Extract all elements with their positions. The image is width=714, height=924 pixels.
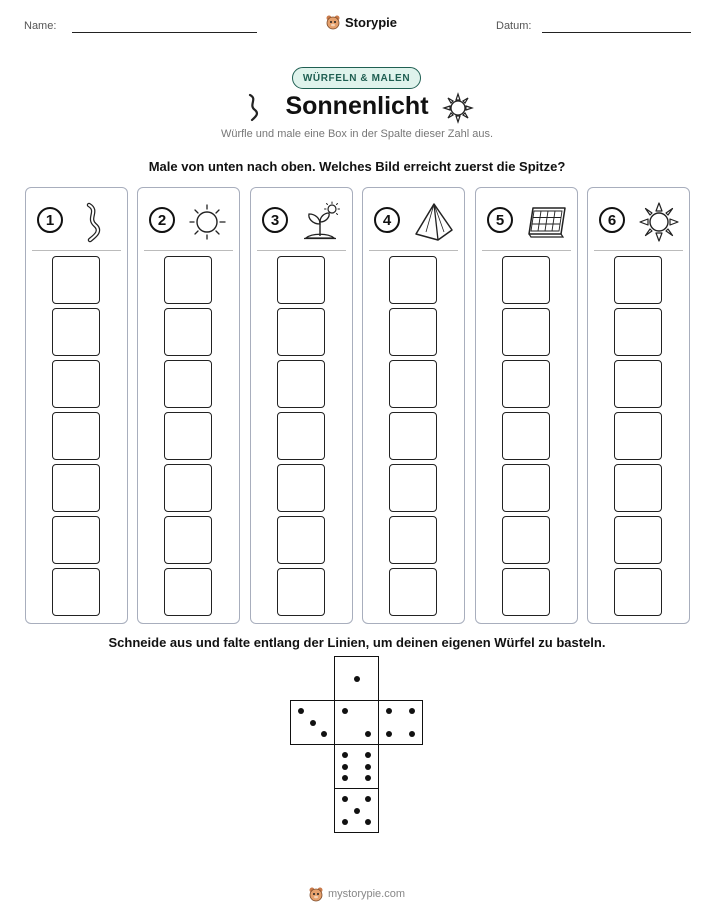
die-pip bbox=[386, 731, 392, 737]
column-2 bbox=[137, 187, 240, 624]
color-box[interactable] bbox=[277, 256, 325, 304]
die-face-4 bbox=[378, 700, 423, 745]
color-box[interactable] bbox=[389, 568, 437, 616]
color-box[interactable] bbox=[164, 308, 212, 356]
name-line bbox=[72, 32, 257, 33]
color-box[interactable] bbox=[389, 516, 437, 564]
brand-name: Storypie bbox=[345, 14, 398, 30]
color-box[interactable] bbox=[164, 360, 212, 408]
color-box[interactable] bbox=[277, 568, 325, 616]
color-box[interactable] bbox=[52, 256, 100, 304]
brand-logo bbox=[325, 14, 397, 30]
column-number: 6 bbox=[599, 207, 625, 233]
color-box[interactable] bbox=[277, 464, 325, 512]
color-box[interactable] bbox=[277, 412, 325, 460]
column-number: 5 bbox=[487, 207, 513, 233]
color-box[interactable] bbox=[277, 308, 325, 356]
instruction-text: Male von unten nach oben. Welches Bild erreicht zuerst die Spitze? bbox=[148, 159, 566, 174]
column-number: 1 bbox=[37, 207, 63, 233]
color-box[interactable] bbox=[164, 568, 212, 616]
color-box[interactable] bbox=[614, 360, 662, 408]
die-pip bbox=[409, 708, 415, 714]
sprout-icon bbox=[300, 200, 344, 244]
die-face-3 bbox=[290, 700, 335, 745]
color-box[interactable] bbox=[614, 256, 662, 304]
color-box[interactable] bbox=[389, 412, 437, 460]
storypie-mascot-icon bbox=[308, 886, 324, 902]
die-pip bbox=[365, 752, 371, 758]
die-face-5 bbox=[334, 788, 379, 833]
color-box[interactable] bbox=[502, 256, 550, 304]
color-box[interactable] bbox=[164, 464, 212, 512]
die-pip bbox=[365, 764, 371, 770]
die-pip bbox=[365, 796, 371, 802]
color-box[interactable] bbox=[164, 256, 212, 304]
die-pip bbox=[310, 720, 316, 726]
die-pip bbox=[386, 708, 392, 714]
name-label: Name: bbox=[24, 20, 57, 32]
column-4 bbox=[362, 187, 465, 624]
column-number: 2 bbox=[149, 207, 175, 233]
die-pip bbox=[354, 676, 360, 682]
color-box[interactable] bbox=[164, 412, 212, 460]
color-box[interactable] bbox=[164, 516, 212, 564]
footer-url: mystorypie.com bbox=[328, 888, 406, 900]
color-box[interactable] bbox=[614, 412, 662, 460]
color-box[interactable] bbox=[502, 412, 550, 460]
color-box[interactable] bbox=[52, 464, 100, 512]
color-box[interactable] bbox=[502, 308, 550, 356]
color-box[interactable] bbox=[502, 464, 550, 512]
color-box[interactable] bbox=[614, 568, 662, 616]
title-sun-icon bbox=[442, 92, 474, 124]
die-pip bbox=[342, 775, 348, 781]
date-line bbox=[542, 32, 691, 33]
storypie-mascot-icon bbox=[325, 14, 341, 30]
footer-brand bbox=[308, 886, 405, 902]
color-box[interactable] bbox=[614, 464, 662, 512]
column-number: 4 bbox=[374, 207, 400, 233]
worm-icon bbox=[75, 200, 119, 244]
die-pip bbox=[342, 819, 348, 825]
color-box[interactable] bbox=[277, 360, 325, 408]
color-box[interactable] bbox=[52, 308, 100, 356]
subtitle: Würfle und male eine Box in der Spalte dieser Zahl aus. bbox=[220, 128, 494, 140]
column-6 bbox=[587, 187, 690, 624]
die-face-1 bbox=[334, 656, 379, 701]
die-pip bbox=[342, 764, 348, 770]
die-pip bbox=[342, 752, 348, 758]
color-box[interactable] bbox=[389, 360, 437, 408]
column-5 bbox=[475, 187, 578, 624]
die-pip bbox=[409, 731, 415, 737]
color-box[interactable] bbox=[52, 516, 100, 564]
color-box[interactable] bbox=[502, 360, 550, 408]
column-number: 3 bbox=[262, 207, 288, 233]
die-pip bbox=[354, 808, 360, 814]
color-box[interactable] bbox=[389, 308, 437, 356]
column-1 bbox=[25, 187, 128, 624]
die-pip bbox=[298, 708, 304, 714]
category-badge: WÜRFELN & MALEN bbox=[292, 67, 421, 89]
die-pip bbox=[321, 731, 327, 737]
color-box[interactable] bbox=[502, 568, 550, 616]
die-pip bbox=[365, 731, 371, 737]
color-box[interactable] bbox=[277, 516, 325, 564]
die-pip bbox=[342, 796, 348, 802]
sun-rays-icon bbox=[637, 200, 681, 244]
pyramid-icon bbox=[412, 200, 456, 244]
color-box[interactable] bbox=[52, 360, 100, 408]
color-box[interactable] bbox=[389, 256, 437, 304]
color-box[interactable] bbox=[502, 516, 550, 564]
color-box[interactable] bbox=[52, 412, 100, 460]
sun-icon bbox=[187, 200, 231, 244]
die-pip bbox=[365, 819, 371, 825]
color-box[interactable] bbox=[52, 568, 100, 616]
die-pip bbox=[365, 775, 371, 781]
color-box[interactable] bbox=[614, 308, 662, 356]
cut-instruction: Schneide aus und falte entlang der Linien, um deinen eigenen Würfel zu basteln. bbox=[108, 635, 606, 650]
column-3 bbox=[250, 187, 353, 624]
die-face-2 bbox=[334, 700, 379, 745]
color-box[interactable] bbox=[614, 516, 662, 564]
die-pip bbox=[342, 708, 348, 714]
solar-panel-icon bbox=[525, 200, 569, 244]
page-title: Sonnenlicht bbox=[285, 92, 429, 120]
die-face-6 bbox=[334, 744, 379, 789]
color-box[interactable] bbox=[389, 464, 437, 512]
date-label: Datum: bbox=[496, 20, 532, 32]
